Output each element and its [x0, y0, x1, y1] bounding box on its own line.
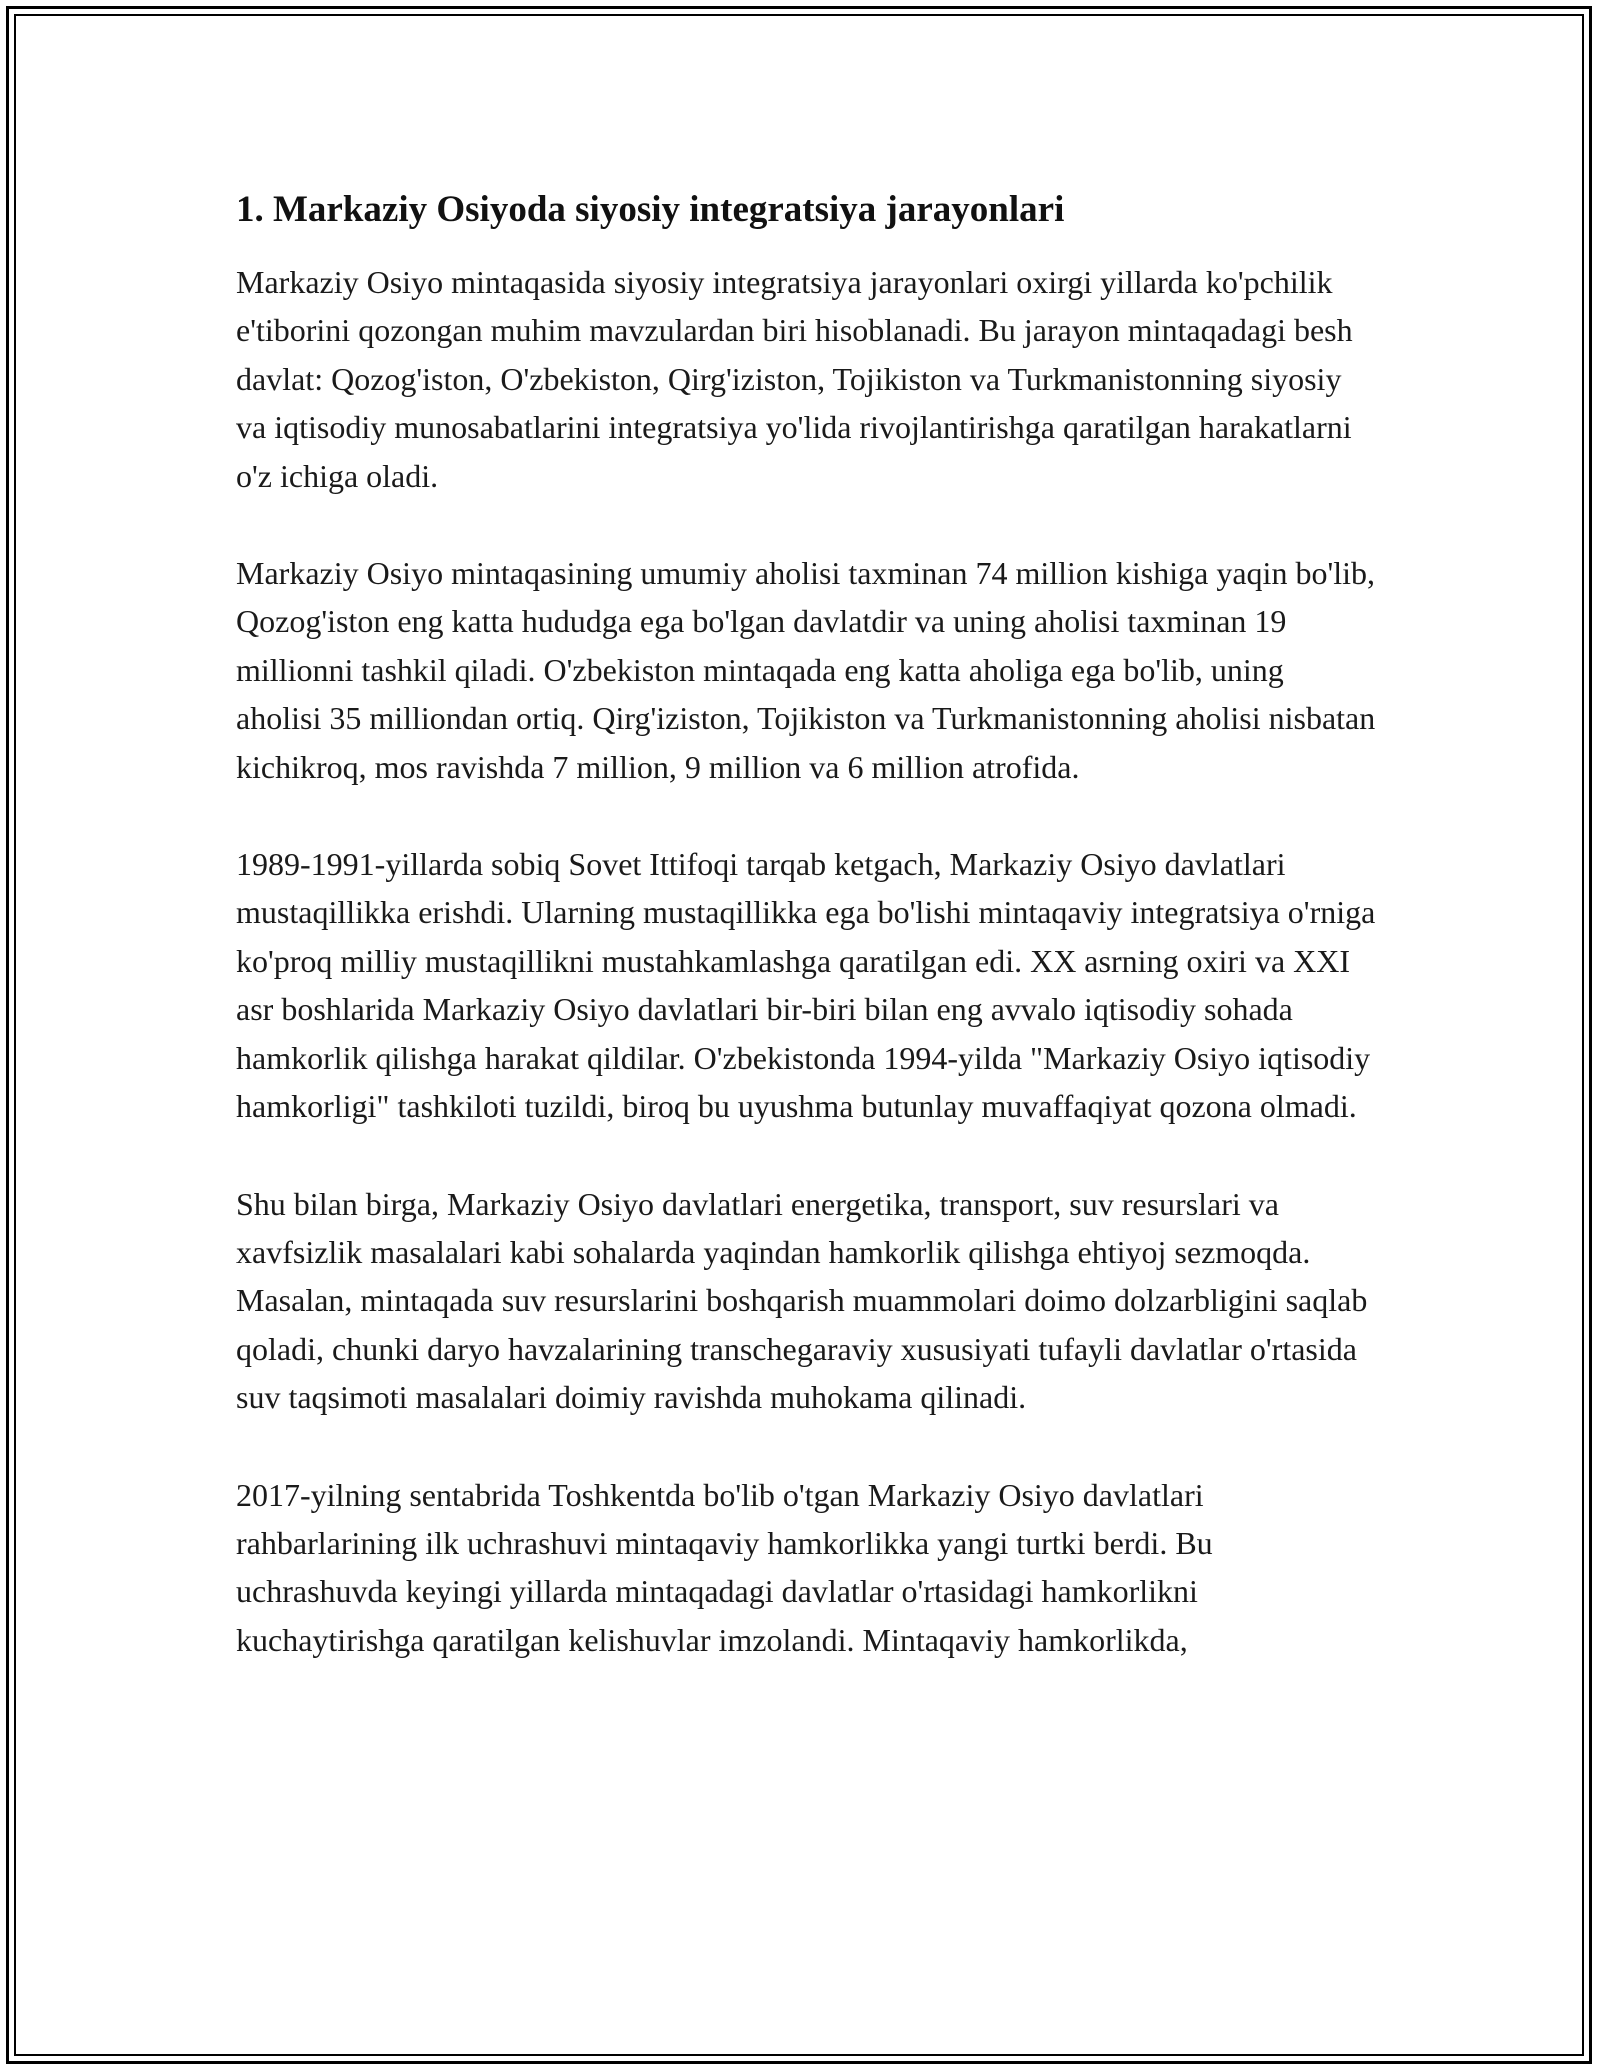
document-body: [236, 186, 1376, 1713]
section-heading: 1. Markaziy Osiyoda siyosiy integratsiya jarayonlari: [236, 189, 1065, 230]
paragraph-5: 2017-yilning sentabrida Toshkentda bo'lib o'tgan Markaziy Osiyo davlatlari rahbarlarining ilk uchrashuvi mintaqaviy hamkorlikka yangi turtki berdi. Bu uchrashuvda keyingi yillarda mintaqadagi davlatlar o'rtasidagi hamkorlikni kuchaytirishga qaratilgan kelishuvlar imzolandi. Mintaqaviy hamkorlikda,: [236, 1476, 1213, 1658]
paragraph-2: Markaziy Osiyo mintaqasining umumiy aholisi taxminan 74 million kishiga yaqin bo'lib, Qozog'iston eng katta hududga ega bo'lgan davlatdir va uning aholisi taxminan 19 millionni tashkil qiladi. O'zbekiston mintaqada eng katta aholiga ega bo'lib, uning aholisi 35 milliondan ortiq. Qirg'iziston, Tojikiston va Turkmanistonning aholisi nisbatan kichikroq, mos ravishda 7 million, 9 million va 6 million atrofida.: [236, 555, 1376, 785]
paragraph-1: Markaziy Osiyo mintaqasida siyosiy integratsiya jarayonlari oxirgi yillarda ko'pchilik e'tiborini qozongan muhim mavzulardan biri hisoblanadi. Bu jarayon mintaqadagi besh davlat: Qozog'iston, O'zbekiston, Qirg'iziston, Tojikiston va Turkmanistonning siyosiy va iqtisodiy munosabatlarini integratsiya yo'lida rivojlantirishga qaratilgan harakatlarni o'z ichiga oladi.: [236, 264, 1353, 494]
paragraph-4: Shu bilan birga, Markaziy Osiyo davlatlari energetika, transport, suv resurslari va xavfsizlik masalalari kabi sohalarda yaqindan hamkorlik qilishga ehtiyoj sezmoqda. Masalan, mintaqada suv resurslarini boshqarish muammolari doimo dolzarbligini saqlab qoladi, chunki daryo havzalarining transchegaraviy xususiyati tufayli davlatlar o'rtasida suv taqsimoti masalalari doimiy ravishda muhokama qilinadi.: [236, 1185, 1368, 1416]
paragraph-3: 1989-1991-yillarda sobiq Sovet Ittifoqi tarqab ketgach, Markaziy Osiyo davlatlari mustaqillikka erishdi. Ularning mustaqillikka ega bo'lishi mintaqaviy integratsiya o'rniga ko'proq milliy mustaqillikni mustahkamlashga qaratilgan edi. XX asrning oxiri va XXI asr boshlarida Markaziy Osiyo davlatlari bir-biri bilan eng avvalo iqtisodiy sohada hamkorlik qilishga harakat qildilar. O'zbekistonda 1994-yilda "Markaziy Osiyo iqtisodiy hamkorligi" tashkiloti tuzildi, biroq bu uyushma butunlay muvaffaqiyat qozona olmadi.: [236, 846, 1376, 1125]
